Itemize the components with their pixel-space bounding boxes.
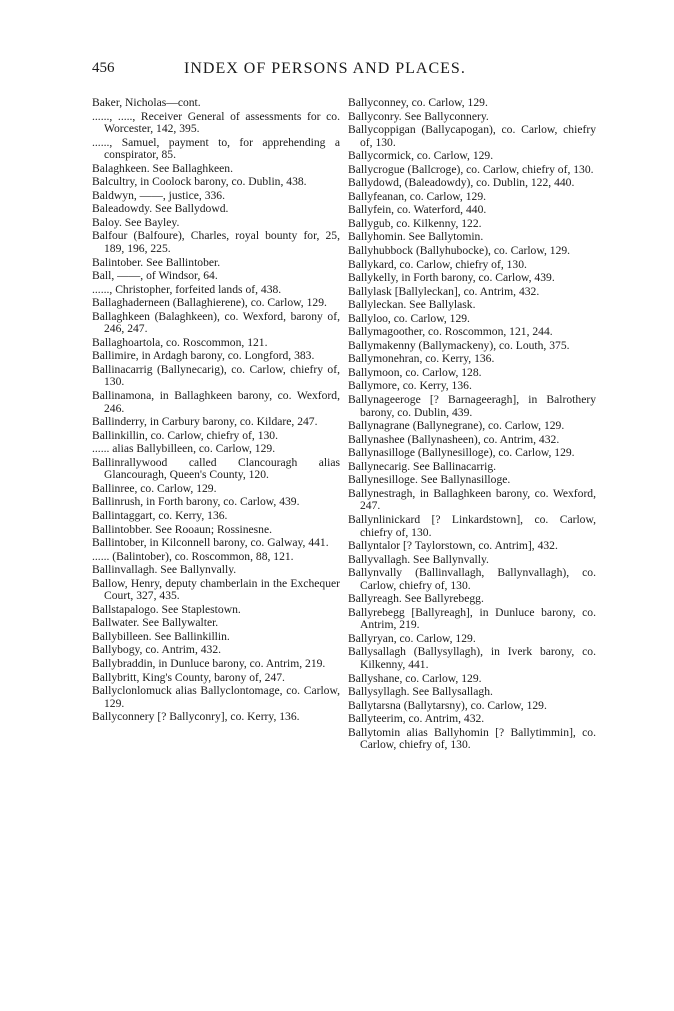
index-entry: Ballinrallywood called Clancouragh alias Glancouragh, Queen's County, 120. bbox=[92, 455, 340, 482]
index-entry: Ballykelly, in Forth barony, co. Carlow, 439. bbox=[348, 271, 555, 285]
index-entry: Ballyshane, co. Carlow, 129. bbox=[348, 671, 482, 685]
index-entry: Ballyreagh. See Ballyrebegg. bbox=[348, 592, 484, 606]
index-entry: Balaghkeen. See Ballaghkeen. bbox=[92, 161, 234, 175]
index-entry: Ballysyllagh. See Ballysallagh. bbox=[348, 685, 493, 699]
index-entry: Ballow, Henry, deputy chamberlain in the Exchequer Court, 327, 435. bbox=[92, 576, 340, 603]
index-entry: Ballinkillin, co. Carlow, chiefry of, 130. bbox=[92, 428, 278, 442]
index-entry: Ballynagrane (Ballynegrane), co. Carlow, 129. bbox=[348, 419, 565, 433]
index-entry: Ballynecarig. See Ballinacarrig. bbox=[348, 459, 497, 473]
index-entry: Ballymore, co. Kerry, 136. bbox=[348, 379, 472, 393]
index-entry: Ball, ——, of Windsor, 64. bbox=[92, 269, 218, 283]
index-entry: Ballyrebegg [Ballyreagh], in Dunluce barony, co. Antrim, 219. bbox=[348, 605, 596, 632]
index-entry: Baker, Nicholas—cont. bbox=[92, 96, 201, 109]
index-column-left bbox=[92, 97, 340, 725]
index-entry: Ballimire, in Ardagh barony, co. Longford, 383. bbox=[92, 349, 315, 363]
index-entry: Ballynesilloge. See Ballynasilloge. bbox=[348, 473, 511, 487]
index-entry: ...... alias Ballybilleen, co. Carlow, 129. bbox=[92, 442, 276, 456]
index-entry: Ballyntalor [? Taylorstown, co. Antrim], 432. bbox=[348, 539, 558, 553]
index-entry: Ballydowd, (Baleadowdy), co. Dublin, 122, 440. bbox=[348, 176, 575, 190]
index-entry: Ballwater. See Ballywalter. bbox=[92, 616, 219, 630]
index-entry: Ballybraddin, in Dunluce barony, co. Antrim, 219. bbox=[92, 656, 326, 670]
running-title: INDEX OF PERSONS AND PLACES. bbox=[184, 60, 466, 77]
index-entry: Ballycoppigan (Ballycapogan), co. Carlow, chiefry of, 130. bbox=[348, 123, 596, 149]
index-entry: Ballyconry. See Ballyconnery. bbox=[348, 109, 489, 123]
index-entry: Ballyteerim, co. Antrim, 432. bbox=[348, 712, 485, 726]
index-entry: Ballyhubbock (Ballyhubocke), co. Carlow, 129. bbox=[348, 244, 571, 258]
index-entry: Ballinree, co. Carlow, 129. bbox=[92, 481, 217, 495]
index-entry: Ballynvally (Ballinvallagh, Ballynvallagh), co. Carlow, chiefry of, 130. bbox=[348, 566, 596, 592]
index-entry: Ballaghaderneen (Ballaghierene), co. Carlow, 129. bbox=[92, 296, 327, 310]
index-entry: Ballyvallagh. See Ballynvally. bbox=[348, 552, 489, 566]
index-entry: Ballyfeanan, co. Carlow, 129. bbox=[348, 189, 487, 203]
page-header bbox=[92, 60, 612, 80]
index-entry: Ballyconnery [? Ballyconry], co. Kerry, 136. bbox=[92, 710, 300, 724]
index-entry: Ballylask [Ballyleckan], co. Antrim, 432. bbox=[348, 284, 540, 298]
index-entry: Ballyloo, co. Carlow, 129. bbox=[348, 311, 470, 325]
page-number: 456 bbox=[92, 60, 115, 76]
index-entry: Ballyhomin. See Ballytomin. bbox=[348, 230, 484, 244]
index-entry: ......, Christopher, forfeited lands of, 438. bbox=[92, 282, 282, 296]
index-entry: Ballybogy, co. Antrim, 432. bbox=[92, 643, 222, 657]
index-entry: Ballybritt, King's County, barony of, 247. bbox=[92, 670, 285, 684]
index-entry: Ballycrogue (Ballcroge), co. Carlow, chiefry of, 130. bbox=[348, 162, 594, 176]
index-entry: Ballymagoother, co. Roscommon, 121, 244. bbox=[348, 325, 553, 339]
index-entry: Ballynlinickard [? Linkardstown], co. Carlow, chiefry of, 130. bbox=[348, 512, 596, 539]
index-entry: Ballintaggart, co. Kerry, 136. bbox=[92, 508, 228, 522]
index-entry: Ballstapalogo. See Staplestown. bbox=[92, 602, 241, 616]
index-entry: Baleadowdy. See Ballydowd. bbox=[92, 202, 229, 216]
index-entry: Ballinderry, in Carbury barony, co. Kildare, 247. bbox=[92, 415, 318, 429]
index-entry: Ballynageeroge [? Barnageeragh], in Balrothery barony, co. Dublin, 439. bbox=[348, 393, 596, 419]
index-entry: Baloy. See Bayley. bbox=[92, 215, 180, 229]
index-entry: Ballintober, in Kilconnell barony, co. Galway, 441. bbox=[92, 536, 329, 550]
index-column-right bbox=[348, 97, 596, 753]
index-entry: Ballysallagh (Ballysyllagh), in Iverk barony, co. Kilkenny, 441. bbox=[348, 645, 596, 671]
index-entry: Ballynashee (Ballynasheen), co. Antrim, 432. bbox=[348, 432, 560, 446]
index-entry: Ballytomin alias Ballyhomin [? Ballytimmin], co. Carlow, chiefry of, 130. bbox=[348, 725, 596, 752]
index-entry: Ballyleckan. See Ballylask. bbox=[348, 298, 476, 312]
index-entry: Ballyconney, co. Carlow, 129. bbox=[348, 96, 488, 109]
index-entry: Ballytarsna (Ballytarsny), co. Carlow, 129. bbox=[348, 698, 547, 712]
index-entry: Ballyryan, co. Carlow, 129. bbox=[348, 631, 476, 645]
index-entry: Balcultry, in Coolock barony, co. Dublin, 438. bbox=[92, 175, 307, 189]
index-entry: Ballinacarrig (Ballynecarig), co. Carlow, chiefry of, 130. bbox=[92, 362, 340, 389]
index-entry: Ballycormick, co. Carlow, 129. bbox=[348, 149, 494, 163]
index-entry: Ballynasilloge (Ballynesilloge), co. Carlow, 129. bbox=[348, 446, 575, 460]
index-entry: Ballaghoartola, co. Roscommon, 121. bbox=[92, 335, 268, 349]
index-entry: Ballykard, co. Carlow, chiefry of, 130. bbox=[348, 257, 527, 271]
index-entry: Ballymoon, co. Carlow, 128. bbox=[348, 365, 482, 379]
index-entry: Ballybilleen. See Ballinkillin. bbox=[92, 629, 230, 643]
index-entry: ......, Samuel, payment to, for apprehending a conspirator, 85. bbox=[92, 135, 340, 162]
index-entry: Ballymonehran, co. Kerry, 136. bbox=[348, 352, 495, 366]
index-entry: ......, ....., Receiver General of assessments for co. Worcester, 142, 395. bbox=[92, 109, 340, 136]
index-entry: Balfour (Balfoure), Charles, royal bounty for, 25, 189, 196, 225. bbox=[92, 229, 340, 256]
index-entry: Baldwyn, ——, justice, 336. bbox=[92, 188, 225, 202]
index-entry: Ballyclonlomuck alias Ballyclontomage, co. Carlow, 129. bbox=[92, 684, 340, 710]
index-entry: Ballinvallagh. See Ballynvally. bbox=[92, 563, 237, 577]
index-entry: Ballaghkeen (Balaghkeen), co. Wexford, barony of, 246, 247. bbox=[92, 309, 340, 336]
index-entry: Ballinamona, in Ballaghkeen barony, co. Wexford, 246. bbox=[92, 389, 340, 415]
index-entry: Balintober. See Ballintober. bbox=[92, 255, 221, 269]
index-entry: ...... (Balintober), co. Roscommon, 88, 121. bbox=[92, 549, 294, 563]
index-entry: Ballynestragh, in Ballaghkeen barony, co. Wexford, 247. bbox=[348, 486, 596, 513]
index-entry: Ballintobber. See Rooaun; Rossinesne. bbox=[92, 522, 273, 536]
index-entry: Ballyfein, co. Waterford, 440. bbox=[348, 203, 487, 217]
index-entry: Ballinrush, in Forth barony, co. Carlow, 439. bbox=[92, 495, 300, 509]
index-entry: Ballygub, co. Kilkenny, 122. bbox=[348, 216, 482, 230]
index-entry: Ballymakenny (Ballymackeny), co. Louth, 375. bbox=[348, 338, 570, 352]
